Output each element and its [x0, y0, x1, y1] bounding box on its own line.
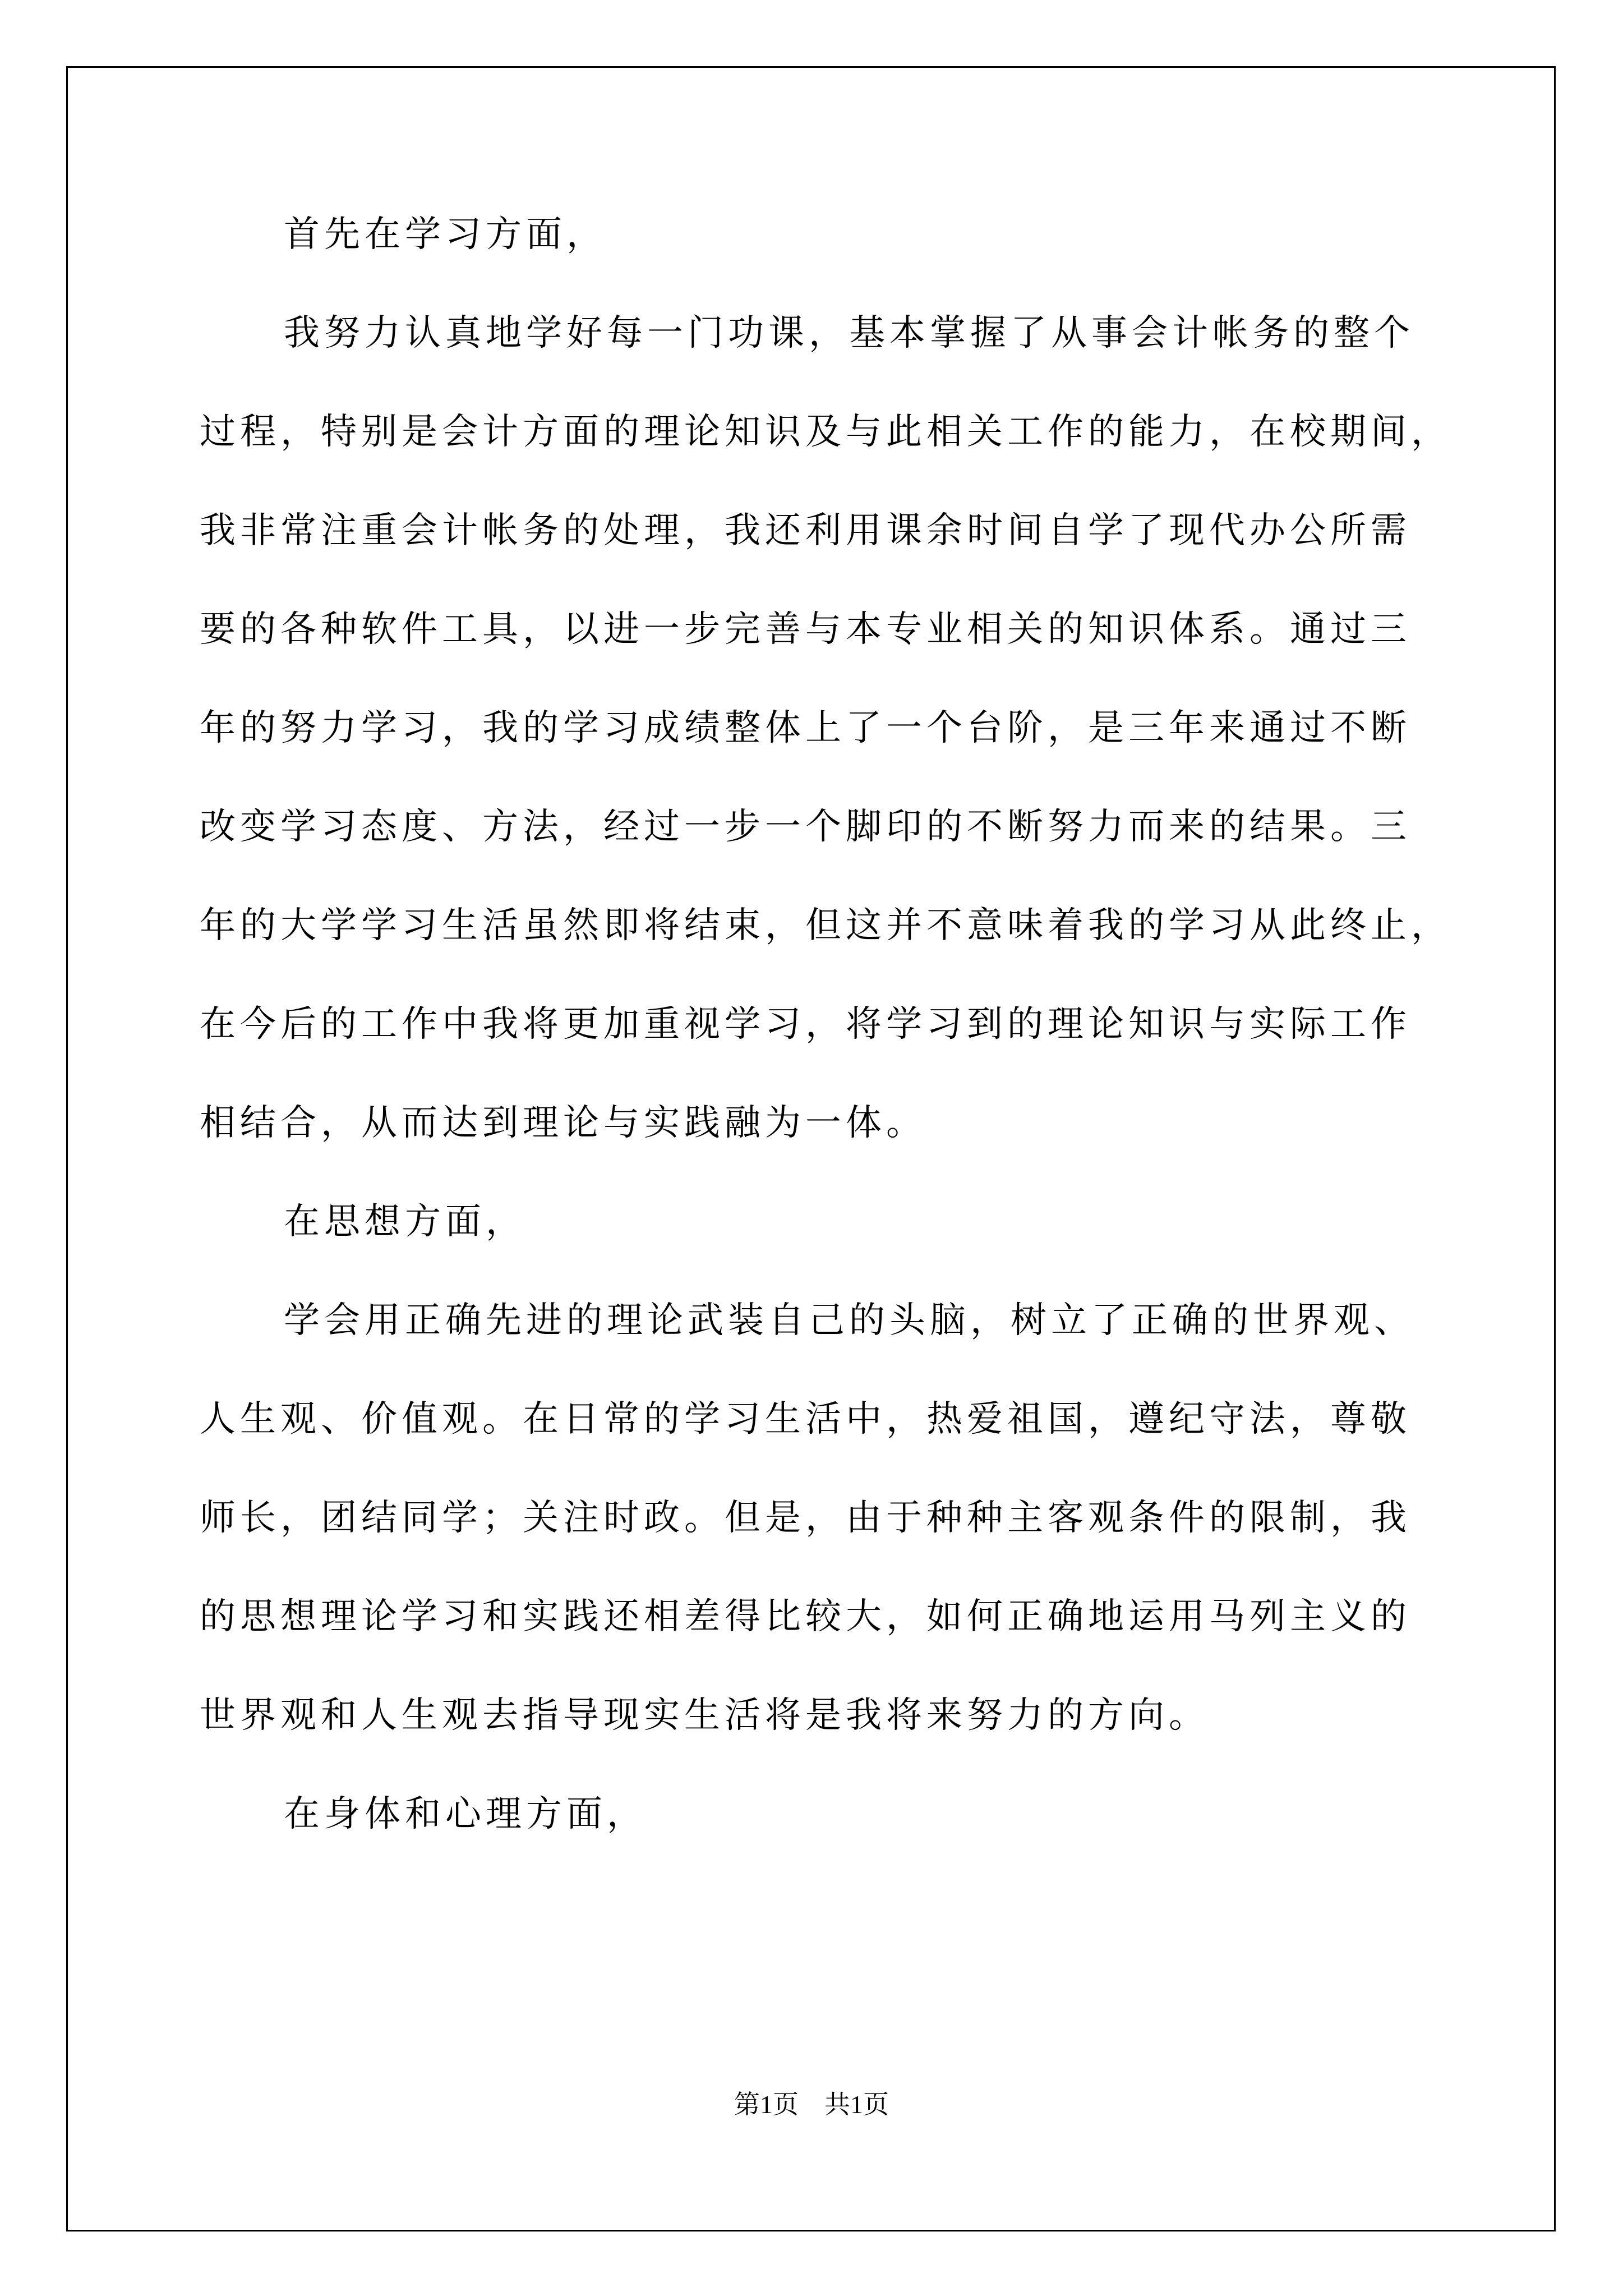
section-heading-thought: 在思想方面，	[284, 1201, 526, 1243]
paragraph-line: 世界观和人生观去指导现实生活将是我将来努力的方向。	[200, 1695, 1209, 1736]
paragraph-line: 年的大学学习生活虽然即将结束，但这并不意味着我的学习从此终止，	[200, 905, 1451, 946]
paragraph-line: 我非常注重会计帐务的处理，我还利用课余时间自学了现代办公所需	[200, 510, 1411, 551]
paragraph-line: 年的努力学习，我的学习成绩整体上了一个台阶，是三年来通过不断	[200, 707, 1411, 749]
paragraph-line: 要的各种软件工具，以进一步完善与本专业相关的知识体系。通过三	[200, 609, 1411, 650]
paragraph-line: 师长，团结同学；关注时政。但是，由于种种主客观条件的限制，我	[200, 1497, 1411, 1539]
paragraph-line: 学会用正确先进的理论武装自己的头脑，树立了正确的世界观、	[284, 1300, 1414, 1341]
paragraph-line: 的思想理论学习和实践还相差得比较大，如何正确地运用马列主义的	[200, 1596, 1411, 1637]
page-footer: 第1页 共1页	[734, 2090, 889, 2119]
section-heading-study: 首先在学习方面，	[284, 214, 607, 255]
section-heading-body-mind: 在身体和心理方面，	[284, 1793, 647, 1835]
paragraph-line: 过程，特别是会计方面的理论知识及与此相关工作的能力，在校期间，	[200, 411, 1451, 453]
paragraph-line: 我努力认真地学好每一门功课，基本掌握了从事会计帐务的整个	[284, 312, 1414, 354]
paragraph-line: 相结合，从而达到理论与实践融为一体。	[200, 1102, 926, 1144]
paragraph-line: 人生观、价值观。在日常的学习生活中，热爱祖国，遵纪守法，尊敬	[200, 1398, 1411, 1440]
paragraph-line: 改变学习态度、方法，经过一步一个脚印的不断努力而来的结果。三	[200, 806, 1411, 848]
paragraph-line: 在今后的工作中我将更加重视学习，将学习到的理论知识与实际工作	[200, 1004, 1411, 1045]
